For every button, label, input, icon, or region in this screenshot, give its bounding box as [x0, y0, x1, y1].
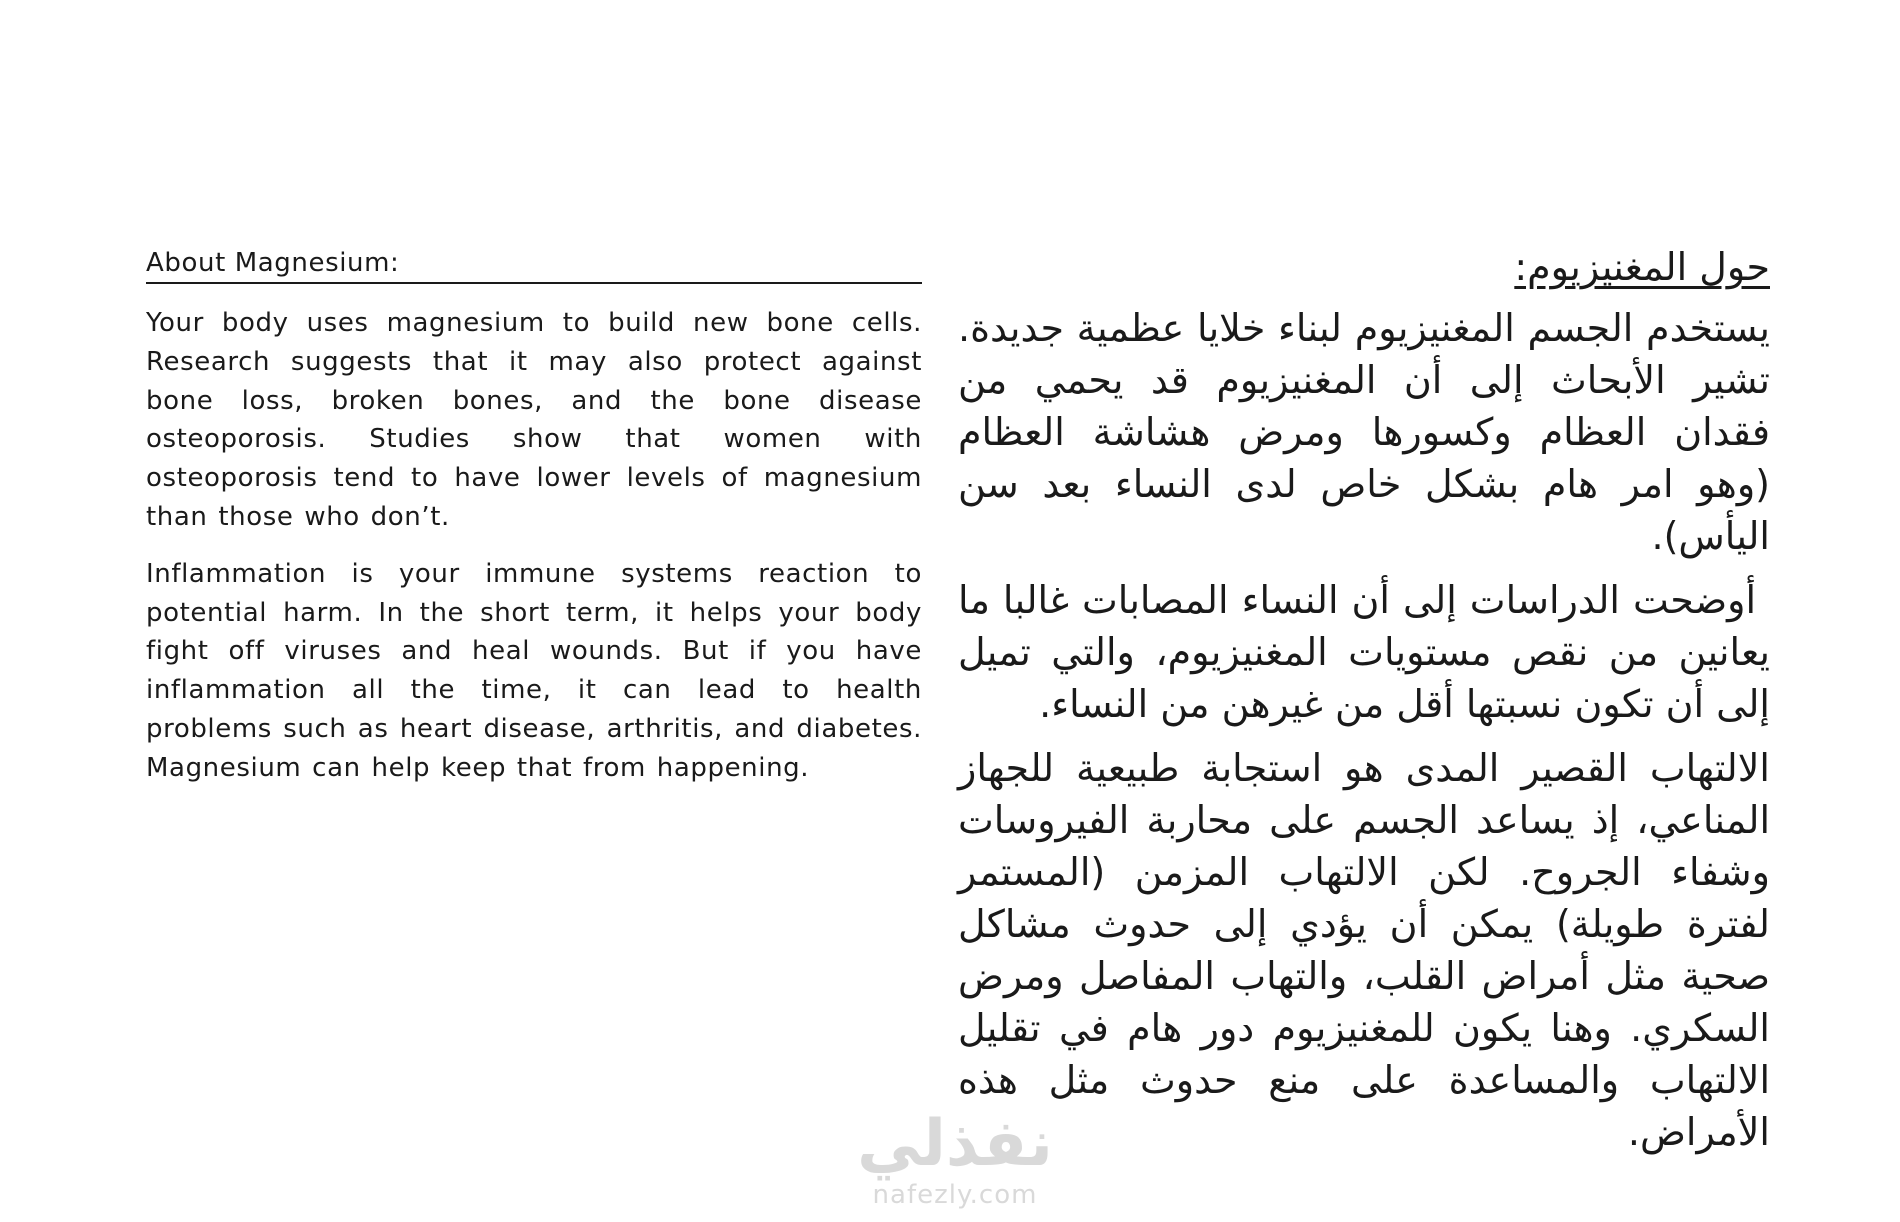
watermark-site: nafezly.com — [872, 1180, 1038, 1210]
english-paragraph-1: Your body uses magnesium to build new bone cells. Research suggests that it may also protect against bone loss, broken bones, and the bone disease osteoporosis. Studies show that women with osteoporosis tend to have lower levels of magnesium than those who don’t. — [146, 308, 922, 532]
arabic-paragraph-1: يستخدم الجسم المغنيزيوم لبناء خلايا عظمية جديدة. تشير الأبحاث إلى أن المغنيزيوم قد يحمي من فقدان العظام وكسورها ومرض هشاشة العظام (وهو امر هام بشكل خاص لدى النساء بعد سن اليأس). — [958, 306, 1770, 558]
watermark-logo: نفذلي — [857, 1107, 1053, 1181]
english-paragraph-2: Inflammation is your immune systems reaction to potential harm. In the short term, it helps your body fight off viruses and heal wounds. But if you have inflammation all the time, it can lead to health problems such as heart disease, arthritis, and diabetes. Magnesium can help keep that from happening. — [146, 558, 922, 783]
arabic-column — [958, 238, 1770, 1170]
arabic-paragraph-3: الالتهاب القصير المدى هو استجابة طبيعية للجهاز المناعي، إذ يساعد الجسم على محاربة الفيروسات وشفاء الجروح. لكن الالتهاب المزمن (المستمر لفترة طويلة) يمكن أن يؤدي إلى حدوث مشاكل صحية مثل أمراض القلب، والتهاب المفاصل ومرض السكري. وهنا يكون للمغنيزيوم دور هام في تقليل الالتهاب والمساعدة على منع حدوث مثل هذه الأمراض. — [958, 746, 1770, 1154]
english-column — [146, 244, 922, 806]
english-heading: About Magnesium: — [146, 244, 922, 284]
arabic-heading: حول المغنيزيوم: — [1514, 245, 1770, 289]
arabic-paragraph-2: أوضحت الدراسات إلى أن النساء المصابات غالبا ما يعانين من نقص مستويات المغنيزيوم، والتي تميل إلى أن تكون نسبتها أقل من غيرهن من النساء. — [958, 578, 1770, 726]
watermark — [810, 1108, 1100, 1210]
